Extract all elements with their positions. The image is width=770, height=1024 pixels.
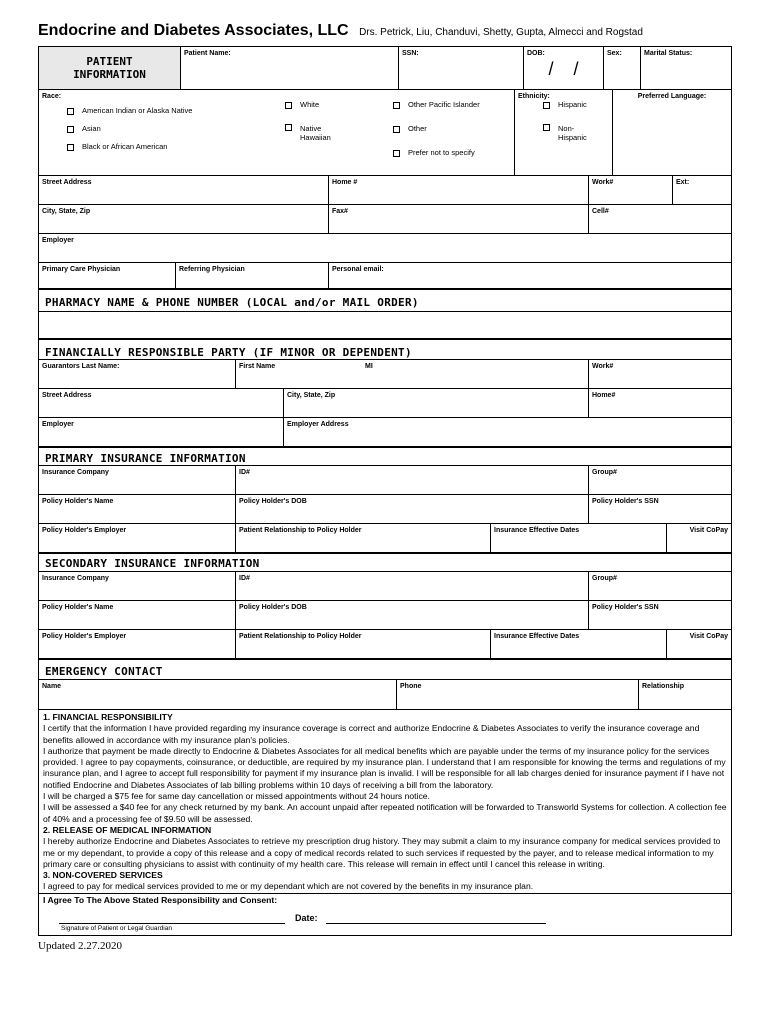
copay-label: Visit CoPay — [689, 527, 728, 534]
first-name-label: First Name — [239, 363, 276, 370]
group-label: Group# — [592, 575, 617, 582]
email-label: Personal email: — [332, 266, 384, 273]
guarantor-home-field[interactable] — [589, 389, 731, 417]
home-label: Home # — [332, 179, 358, 186]
referring-field[interactable] — [176, 263, 329, 288]
race-option-label: Black or African American — [82, 142, 168, 151]
guarantor-employer-address-field[interactable] — [284, 418, 731, 446]
primary-id-field[interactable] — [236, 466, 589, 494]
consent-paragraph: I agreed to pay for medical services provided to me or my dependant which are not covered by the benefits in my insurance plan. — [39, 881, 731, 893]
group-label: Group# — [592, 469, 617, 476]
holder-employer-label: Policy Holder's Employer — [42, 633, 127, 640]
city-label: City, State, Zip — [42, 208, 91, 215]
holder-dob-label: Policy Holder's DOB — [239, 604, 307, 611]
consent-section — [38, 710, 732, 936]
consent-paragraph: I authorize that payment be made directly to Endocrine & Diabetes Associates for all medical benefits which are payable under the terms of my insurance policy for the services provided. I agree to pay copayments, coinsurance, or deductible, are required by my insurance plan. I understand that I am responsible for knowing the terms and regulations of my insurance plan, and I agree to accept full responsibility for payment if my insurance plan is invalid. I will be responsible for all lab charges denied for insurance payment if I have not notified Endocrine and Diabetes Associates of lab billing problems within 10 days of receiving a bill from the laboratory. — [43, 745, 726, 790]
doctor-list: Drs. Petrick, Liu, Chanduvi, Shetty, Gupta, Almecci and Rogstad — [359, 27, 643, 38]
holder-dob-label: Policy Holder's DOB — [239, 498, 307, 505]
race-option-label: White — [300, 100, 320, 109]
consent-paragraph: I certify that the information I have provided regarding my insurance coverage is correct and authorize Endocrine & Diabetes Associates to verify the insurance coverage and benefits allowed in accordance with my insurance plan's policies. — [43, 723, 700, 745]
secondary-holder-ssn-field[interactable] — [589, 601, 731, 629]
cell-label: Cell# — [592, 208, 609, 215]
primary-holder-dob-field[interactable] — [236, 495, 589, 523]
guarantor-city-label: City, State, Zip — [287, 392, 336, 399]
primary-group-field[interactable] — [589, 466, 731, 494]
primary-holder-name-field[interactable] — [39, 495, 236, 523]
guarantor-street-label: Street Address — [42, 392, 92, 399]
preferred-language-label: Preferred Language: — [637, 93, 707, 100]
pharmacy-section — [38, 289, 732, 339]
race-option-other-pacific[interactable] — [393, 100, 480, 109]
ext-field[interactable] — [673, 176, 731, 204]
ethnicity-option-label: Non-Hispanic — [558, 124, 587, 142]
ssn-label: SSN: — [402, 50, 419, 57]
guarantor-street-field[interactable] — [39, 389, 284, 417]
non-covered-heading: 3. NON-COVERED SERVICES — [43, 870, 163, 881]
primary-employer-row — [39, 523, 731, 552]
employer-field[interactable] — [39, 234, 731, 262]
race-option-prefer-not[interactable] — [393, 148, 475, 157]
consent-paragraph: I hereby authorize Endocrine and Diabetes Associates to retrieve my prescription drug history. They may submit a claim to my insurance company for medical services provided to me or my dependant, to provide a copy of this release and a copy of medical records related to such services if requested by the payer, and to release medical information to my primary care or consulting physicians to assist with continuity of my health care. This release will remain in effect until I cancel this release in writing. — [43, 836, 721, 869]
cell-phone-field[interactable] — [589, 205, 731, 233]
company-label: Insurance Company — [42, 575, 109, 582]
id-label: ID# — [239, 575, 250, 582]
checkbox-icon[interactable] — [285, 124, 292, 131]
emergency-relationship-label: Relationship — [642, 683, 685, 690]
guarantor-employer-row — [39, 417, 731, 446]
holder-ssn-label: Policy Holder's SSN — [592, 604, 659, 611]
primary-holder-ssn-field[interactable] — [589, 495, 731, 523]
email-field[interactable] — [329, 263, 731, 288]
checkbox-icon[interactable] — [67, 144, 74, 151]
checkbox-icon[interactable] — [393, 126, 400, 133]
ext-label: Ext: — [676, 179, 690, 186]
emergency-row — [39, 679, 731, 709]
race-option-label: Native Hawaiian — [300, 124, 331, 142]
relationship-label: Patient Relationship to Policy Holder — [239, 527, 362, 534]
primary-copay-field[interactable] — [667, 524, 731, 552]
checkbox-icon[interactable] — [393, 150, 400, 157]
form-header — [38, 22, 732, 46]
company-label: Insurance Company — [42, 469, 109, 476]
intake-form — [38, 22, 732, 952]
work-phone-field[interactable] — [589, 176, 673, 204]
primary-holder-employer-field[interactable] — [39, 524, 236, 552]
work-label: Work# — [592, 179, 614, 186]
date-label: Date: — [295, 912, 318, 923]
checkbox-icon[interactable] — [543, 124, 550, 131]
ethnicity-option-hispanic[interactable] — [543, 100, 587, 109]
secondary-holder-dob-field[interactable] — [236, 601, 589, 629]
patient-name-field[interactable] — [181, 47, 399, 89]
last-name-label: Guarantors Last Name: — [42, 363, 120, 370]
agree-statement: I Agree To The Above Stated Responsibility and Consent: — [43, 894, 278, 905]
primary-insurance-section — [38, 447, 732, 553]
pharmacy-title: PHARMACY NAME & PHONE NUMBER (LOCAL and/or MAIL ORDER) — [39, 289, 731, 311]
checkbox-icon[interactable] — [67, 126, 74, 133]
guarantor-city-field[interactable] — [284, 389, 589, 417]
dob-slashes: / / — [548, 59, 579, 79]
secondary-holder-name-field[interactable] — [39, 601, 236, 629]
physician-row — [38, 263, 732, 289]
holder-name-label: Policy Holder's Name — [42, 604, 114, 611]
fax-label: Fax# — [332, 208, 348, 215]
pharmacy-field[interactable] — [39, 311, 731, 338]
emergency-relationship-field[interactable] — [639, 680, 731, 709]
checkbox-icon[interactable] — [67, 108, 74, 115]
race-option-other[interactable] — [393, 124, 427, 133]
city-row — [38, 205, 732, 234]
primary-holder-row — [39, 494, 731, 523]
ssn-field[interactable] — [399, 47, 524, 89]
patient-identity-row — [38, 46, 732, 90]
secondary-insurance-section — [38, 553, 732, 659]
employer-row — [38, 234, 732, 263]
primary-relationship-field[interactable] — [236, 524, 491, 552]
secondary-dates-field[interactable] — [491, 630, 667, 658]
race-option-asian[interactable] — [67, 124, 101, 133]
race-option-label: Asian — [82, 124, 101, 133]
holder-name-label: Policy Holder's Name — [42, 498, 114, 505]
ethnicity-option-label: Hispanic — [558, 100, 587, 109]
financial-responsibility-heading: 1. FINANCIAL RESPONSIBILITY — [43, 712, 173, 722]
street-label: Street Address — [42, 179, 92, 186]
mi-label: MI — [365, 363, 373, 370]
checkbox-icon[interactable] — [393, 102, 400, 109]
guarantor-name-row — [39, 359, 731, 388]
pcp-label: Primary Care Physician — [42, 266, 121, 273]
ethnicity-field — [515, 90, 613, 175]
secondary-id-field[interactable] — [236, 572, 589, 600]
guarantor-employer-address-label: Employer Address — [287, 421, 349, 428]
dob-field[interactable] — [524, 47, 604, 89]
guarantor-employer-field[interactable] — [39, 418, 284, 446]
emergency-section — [38, 659, 732, 710]
holder-employer-label: Policy Holder's Employer — [42, 527, 127, 534]
consent-paragraph: I will be charged a $75 fee for same day cancellation or missed appointments without 24 hours notice. — [43, 791, 430, 802]
guarantor-section — [38, 339, 732, 447]
guarantor-address-row — [39, 388, 731, 417]
primary-insurance-title: PRIMARY INSURANCE INFORMATION — [39, 447, 731, 465]
emergency-name-field[interactable] — [39, 680, 397, 709]
ethnicity-option-non-hispanic[interactable] — [543, 124, 590, 142]
primary-dates-field[interactable] — [491, 524, 667, 552]
employer-label: Employer — [42, 237, 74, 244]
guarantor-title: FINANCIALLY RESPONSIBLE PARTY (IF MINOR OR DEPENDENT) — [39, 339, 731, 359]
emergency-phone-label: Phone — [400, 683, 422, 690]
home-phone-field[interactable] — [329, 176, 589, 204]
signature-caption: Signature of Patient or Legal Guardian — [61, 925, 172, 933]
city-field[interactable] — [39, 205, 329, 233]
secondary-insurance-title: SECONDARY INSURANCE INFORMATION — [39, 553, 731, 571]
dates-label: Insurance Effective Dates — [494, 633, 580, 640]
emergency-name-label: Name — [42, 683, 62, 690]
guarantor-work-field[interactable] — [589, 360, 731, 388]
marital-label: Marital Status: — [644, 50, 693, 57]
preferred-language-field[interactable] — [613, 90, 731, 175]
secondary-holder-row — [39, 600, 731, 629]
race-option-label: Prefer not to specify — [408, 148, 475, 157]
fax-field[interactable] — [329, 205, 589, 233]
secondary-company-row — [39, 571, 731, 600]
guarantor-work-label: Work# — [592, 363, 614, 370]
guarantor-first-name-field[interactable] — [236, 360, 589, 388]
sex-label: Sex: — [607, 50, 622, 57]
pcp-field[interactable] — [39, 263, 176, 288]
street-row — [38, 176, 732, 205]
race-option-white[interactable] — [285, 100, 319, 109]
guarantor-employer-label: Employer — [42, 421, 74, 428]
secondary-holder-employer-field[interactable] — [39, 630, 236, 658]
secondary-employer-row — [39, 629, 731, 658]
release-heading: 2. RELEASE OF MEDICAL INFORMATION — [43, 824, 212, 835]
patient-title-line1: PATIENT — [86, 55, 133, 68]
secondary-copay-field[interactable] — [667, 630, 731, 658]
primary-company-field[interactable] — [39, 466, 236, 494]
dates-label: Insurance Effective Dates — [494, 527, 580, 534]
dob-label: DOB: — [527, 50, 545, 57]
street-field[interactable] — [39, 176, 329, 204]
updated-date: Updated 2.27.2020 — [38, 940, 123, 953]
signature-row — [43, 908, 727, 924]
checkbox-icon[interactable] — [543, 102, 550, 109]
race-option-label: American Indian or Alaska Native — [82, 106, 193, 115]
signature-line[interactable] — [59, 912, 285, 924]
emergency-phone-field[interactable] — [397, 680, 639, 709]
holder-ssn-label: Policy Holder's SSN — [592, 498, 659, 505]
secondary-relationship-field[interactable] — [236, 630, 491, 658]
primary-company-row — [39, 465, 731, 494]
practice-name: Endocrine and Diabetes Associates, LLC — [38, 22, 349, 39]
race-field — [39, 90, 515, 175]
race-option-label: Other Pacific Islander — [408, 100, 480, 109]
id-label: ID# — [239, 469, 250, 476]
race-option-native-hawaiian[interactable] — [285, 124, 340, 142]
sex-field[interactable] — [604, 47, 641, 89]
race-option-american-indian[interactable] — [67, 106, 192, 115]
patient-name-label: Patient Name: — [184, 50, 231, 57]
date-line[interactable] — [326, 912, 546, 924]
secondary-company-field[interactable] — [39, 572, 236, 600]
checkbox-icon[interactable] — [285, 102, 292, 109]
emergency-title: EMERGENCY CONTACT — [39, 659, 731, 679]
marital-status-field[interactable] — [641, 47, 731, 89]
patient-section-title — [39, 47, 181, 89]
guarantor-home-label: Home# — [592, 392, 616, 399]
race-option-label: Other — [408, 124, 427, 133]
consent-paragraph: I will be assessed a $40 fee for any check returned by my bank. An account unpaid after repeated notification will be forwarded to Transworld Systems for collection. A collection fee of 40% and a processing fee of $9.50 will be assessed. — [43, 802, 727, 824]
copay-label: Visit CoPay — [689, 633, 728, 640]
race-option-black[interactable] — [67, 142, 167, 151]
relationship-label: Patient Relationship to Policy Holder — [239, 633, 362, 640]
ethnicity-label: Ethnicity: — [518, 93, 550, 100]
race-label: Race: — [42, 93, 62, 100]
referring-label: Referring Physician — [179, 266, 245, 273]
race-ethnicity-row — [38, 90, 732, 176]
patient-title-line2: INFORMATION — [73, 68, 146, 81]
secondary-group-field[interactable] — [589, 572, 731, 600]
guarantor-last-name-field[interactable] — [39, 360, 236, 388]
